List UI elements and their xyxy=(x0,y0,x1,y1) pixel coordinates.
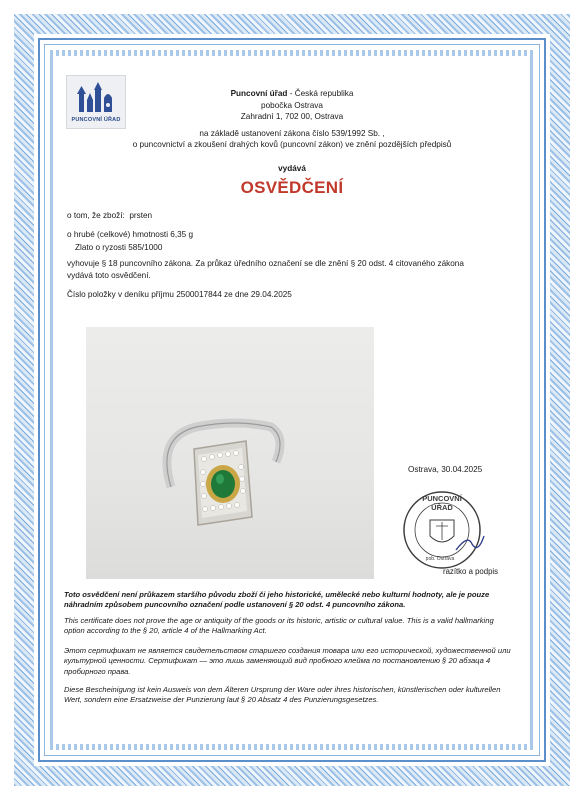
item-label: o tom, že zboží: xyxy=(67,211,125,220)
office-header xyxy=(60,88,524,151)
item-value: prsten xyxy=(129,211,153,220)
place-date: Ostrava, 30.04.2025 xyxy=(408,465,483,474)
ledger-number: Číslo položky v deníku příjmu 2500017844 ze dne 29.04.2025 xyxy=(67,290,292,299)
legal-line-2: o puncovnictví a zkoušení drahých kovů (puncovní zákon) ve znění pozdějších předpisů xyxy=(132,140,452,149)
document-title: OSVĚDČENÍ xyxy=(240,178,344,197)
signature-label: razítko a podpis xyxy=(443,567,499,576)
office-name: Puncovní úřad xyxy=(230,89,288,98)
disclaimer-de: Diese Bescheinigung ist kein Ausweis von dem Älteren Ursprung der Ware oder ihres historischen, künstlerischen oder kulturellen Wert, sondern eine Ersatzweise der Punzierung laut § 20 Absatz 4 des Punzierungsgesetzes. xyxy=(64,685,501,705)
ring-photo xyxy=(86,327,374,579)
stamp-text: PUNCOVNÍ ÚŘAD xyxy=(422,494,462,512)
office-country: Česká republika xyxy=(294,89,354,98)
logo-text: PUNCOVNÍ ÚŘAD xyxy=(71,117,121,123)
office-branch: pobočka Ostrava xyxy=(261,100,323,110)
office-address: Zahradní 1, 702 00, Ostrava xyxy=(240,112,344,121)
item-metal: Zlato o ryzosti 585/1000 xyxy=(75,243,163,252)
legal-line-1: na základě ustanovení zákona číslo 539/1992 Sb. , xyxy=(199,128,385,138)
disclaimer-en: This certificate does not prove the age or antiquity of the goods or its historic, artistic or cultural value. This is a valid hallmarking option according to the § 20, article 4 of the Hallmarking Act. xyxy=(64,616,494,636)
ring-icon xyxy=(86,327,374,579)
compliance-text: vyhovuje § 18 puncovního zákona. Za průkaz úředního označení se dle znění § 20 odst. 4 citovaného zákona vydává toto osvědčení. xyxy=(67,259,464,280)
official-stamp xyxy=(398,484,490,576)
disclaimer-cz: Toto osvědčení není průkazem staršího původu zboží či jeho historické, umělecké nebo kulturní hodnoty, ale je pouze náhradním způsobem puncovního označení podle ustanovení § 20 odst. 4 puncovního zákona. xyxy=(64,590,490,610)
office-name-separator: - xyxy=(287,89,295,98)
item-line xyxy=(67,210,152,221)
issues-label: vydává xyxy=(278,164,306,173)
office-name-line xyxy=(60,88,524,100)
item-weight: o hrubé (celkové) hmotnosti 6,35 g xyxy=(67,230,194,239)
stamp-subtext: pob. Ostrava xyxy=(425,556,455,562)
disclaimer-ru: Этот сертификат не является свидетельством старшего создания товара или его исторической, художественной или культурной ценности. Сертификат — это лишь заменяющий вид пробного клейма по постановлению § 20 абзаца 4 пробирного права. xyxy=(64,646,511,676)
